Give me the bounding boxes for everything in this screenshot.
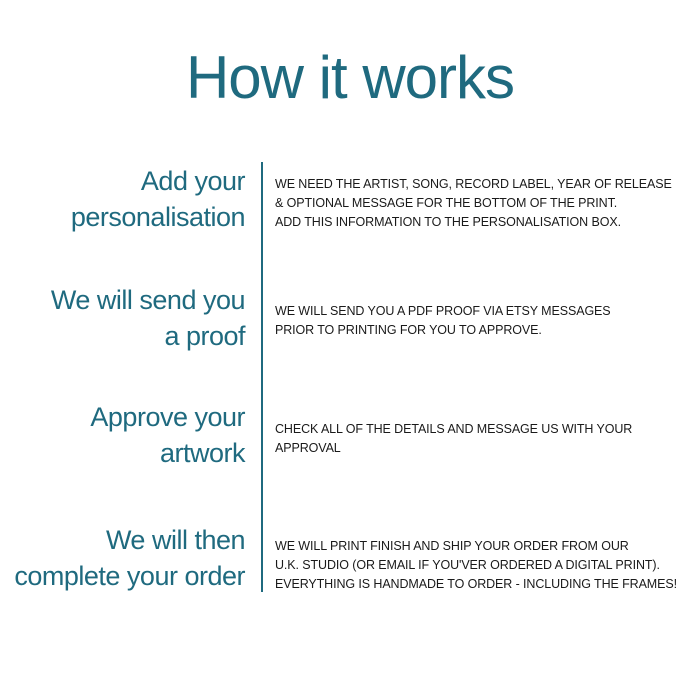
step-description: [275, 537, 695, 594]
step-heading-line: artwork: [159, 438, 245, 468]
step-description-line: CHECK ALL OF THE DETAILS AND MESSAGE US WITH YOUR: [275, 422, 633, 436]
step-description: [275, 175, 695, 232]
step-heading-line: complete your order: [14, 561, 245, 591]
step-heading-line: personalisation: [70, 202, 245, 232]
step-heading: [0, 163, 245, 235]
step-description-line: PRIOR TO PRINTING FOR YOU TO APPROVE.: [275, 323, 542, 337]
step-heading: [0, 282, 245, 354]
page-title: How it works: [185, 44, 515, 111]
step-complete-order: [0, 522, 700, 602]
step-heading-line: Approve your: [90, 402, 245, 432]
step-heading-line: We will send you: [50, 285, 245, 315]
step-description-line: U.K. STUDIO (OR EMAIL IF YOU'VER ORDERED A DIGITAL PRINT).: [275, 558, 660, 572]
step-heading-line: a proof: [164, 321, 245, 351]
step-heading-line: We will then: [105, 525, 245, 555]
step-description-line: ADD THIS INFORMATION TO THE PERSONALISATION BOX.: [275, 215, 621, 229]
step-description-line: WE WILL SEND YOU A PDF PROOF VIA ETSY MESSAGES: [275, 304, 611, 318]
step-personalisation: [0, 160, 700, 240]
step-proof: [0, 281, 700, 361]
step-heading: [0, 522, 245, 594]
step-heading-line: Add your: [140, 166, 245, 196]
step-approve: [0, 398, 700, 478]
step-description: [275, 302, 695, 340]
step-description-line: EVERYTHING IS HANDMADE TO ORDER - INCLUDING THE FRAMES!: [275, 577, 677, 591]
step-description-line: & OPTIONAL MESSAGE FOR THE BOTTOM OF THE PRINT.: [275, 196, 618, 210]
step-description-line: WE NEED THE ARTIST, SONG, RECORD LABEL, YEAR OF RELEASE: [275, 177, 672, 191]
step-description-line: APPROVAL: [275, 441, 341, 455]
step-description: [275, 420, 695, 458]
step-description-line: WE WILL PRINT FINISH AND SHIP YOUR ORDER FROM OUR: [275, 539, 629, 553]
step-heading: [0, 399, 245, 471]
